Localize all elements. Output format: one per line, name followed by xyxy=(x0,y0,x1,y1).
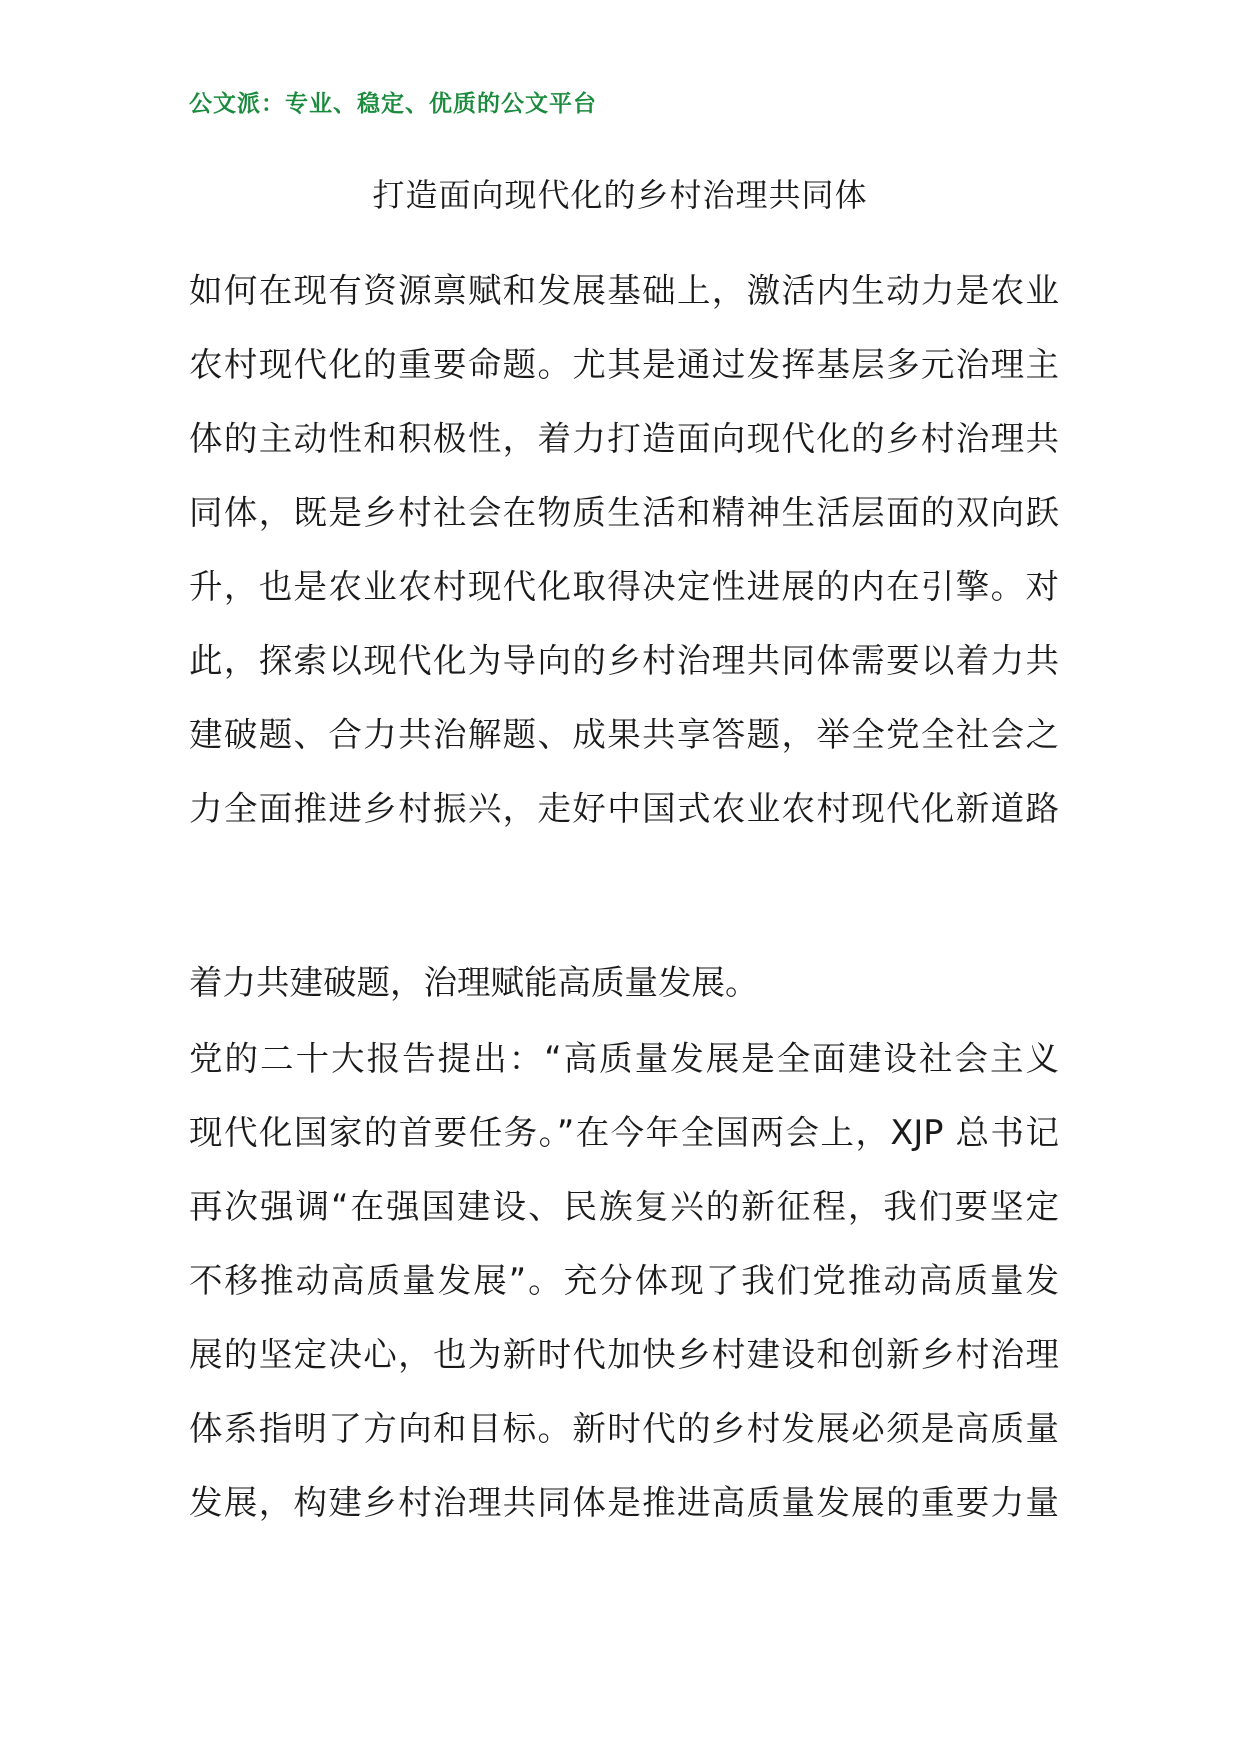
paragraph-line: 体的主动性和积极性，着力打造面向现代化的乡村治理共 xyxy=(189,419,1059,458)
paragraph-line: 发展，构建乡村治理共同体是推进高质量发展的重要力量 xyxy=(189,1483,1059,1522)
paragraph-line: 展的坚定决心，也为新时代加快乡村建设和创新乡村治理 xyxy=(189,1335,1059,1374)
document-title: 打造面向现代化的乡村治理共同体 xyxy=(372,176,868,214)
paragraph-line: 党的二十大报告提出：“高质量发展是全面建设社会主义 xyxy=(189,1039,1059,1078)
paragraph-line: 体系指明了方向和目标。新时代的乡村发展必须是高质量 xyxy=(189,1409,1059,1448)
paragraph-line: 此，探索以现代化为导向的乡村治理共同体需要以着力共 xyxy=(189,641,1059,680)
header-banner: 公文派：专业、稳定、优质的公文平台 xyxy=(189,91,597,117)
paragraph-line: 不移推动高质量发展”。充分体现了我们党推动高质量发 xyxy=(189,1261,1059,1300)
section-heading xyxy=(189,946,1059,1020)
paragraph-line: 如何在现有资源禀赋和发展基础上，激活内生动力是农业 xyxy=(189,271,1059,310)
paragraph-development xyxy=(189,1022,1059,1540)
paragraph-line: 升，也是农业农村现代化取得决定性进展的内在引擎。对 xyxy=(189,567,1059,606)
paragraph-line: 同体，既是乡村社会在物质生活和精神生活层面的双向跃 xyxy=(189,493,1059,532)
paragraph-intro xyxy=(189,254,1059,846)
section-heading-text: 着力共建破题，治理赋能高质量发展。 xyxy=(189,963,759,1002)
paragraph-line: 现代化国家的首要任务。”在今年全国两会上，XJP 总书记 xyxy=(189,1113,1059,1152)
paragraph-line: 力全面推进乡村振兴，走好中国式农业农村现代化新道路 xyxy=(189,789,1059,828)
paragraph-line: 农村现代化的重要命题。尤其是通过发挥基层多元治理主 xyxy=(189,345,1059,384)
paragraph-line: 建破题、合力共治解题、成果共享答题，举全党全社会之 xyxy=(189,715,1059,754)
paragraph-line: 再次强调“在强国建设、民族复兴的新征程，我们要坚定 xyxy=(189,1187,1059,1226)
